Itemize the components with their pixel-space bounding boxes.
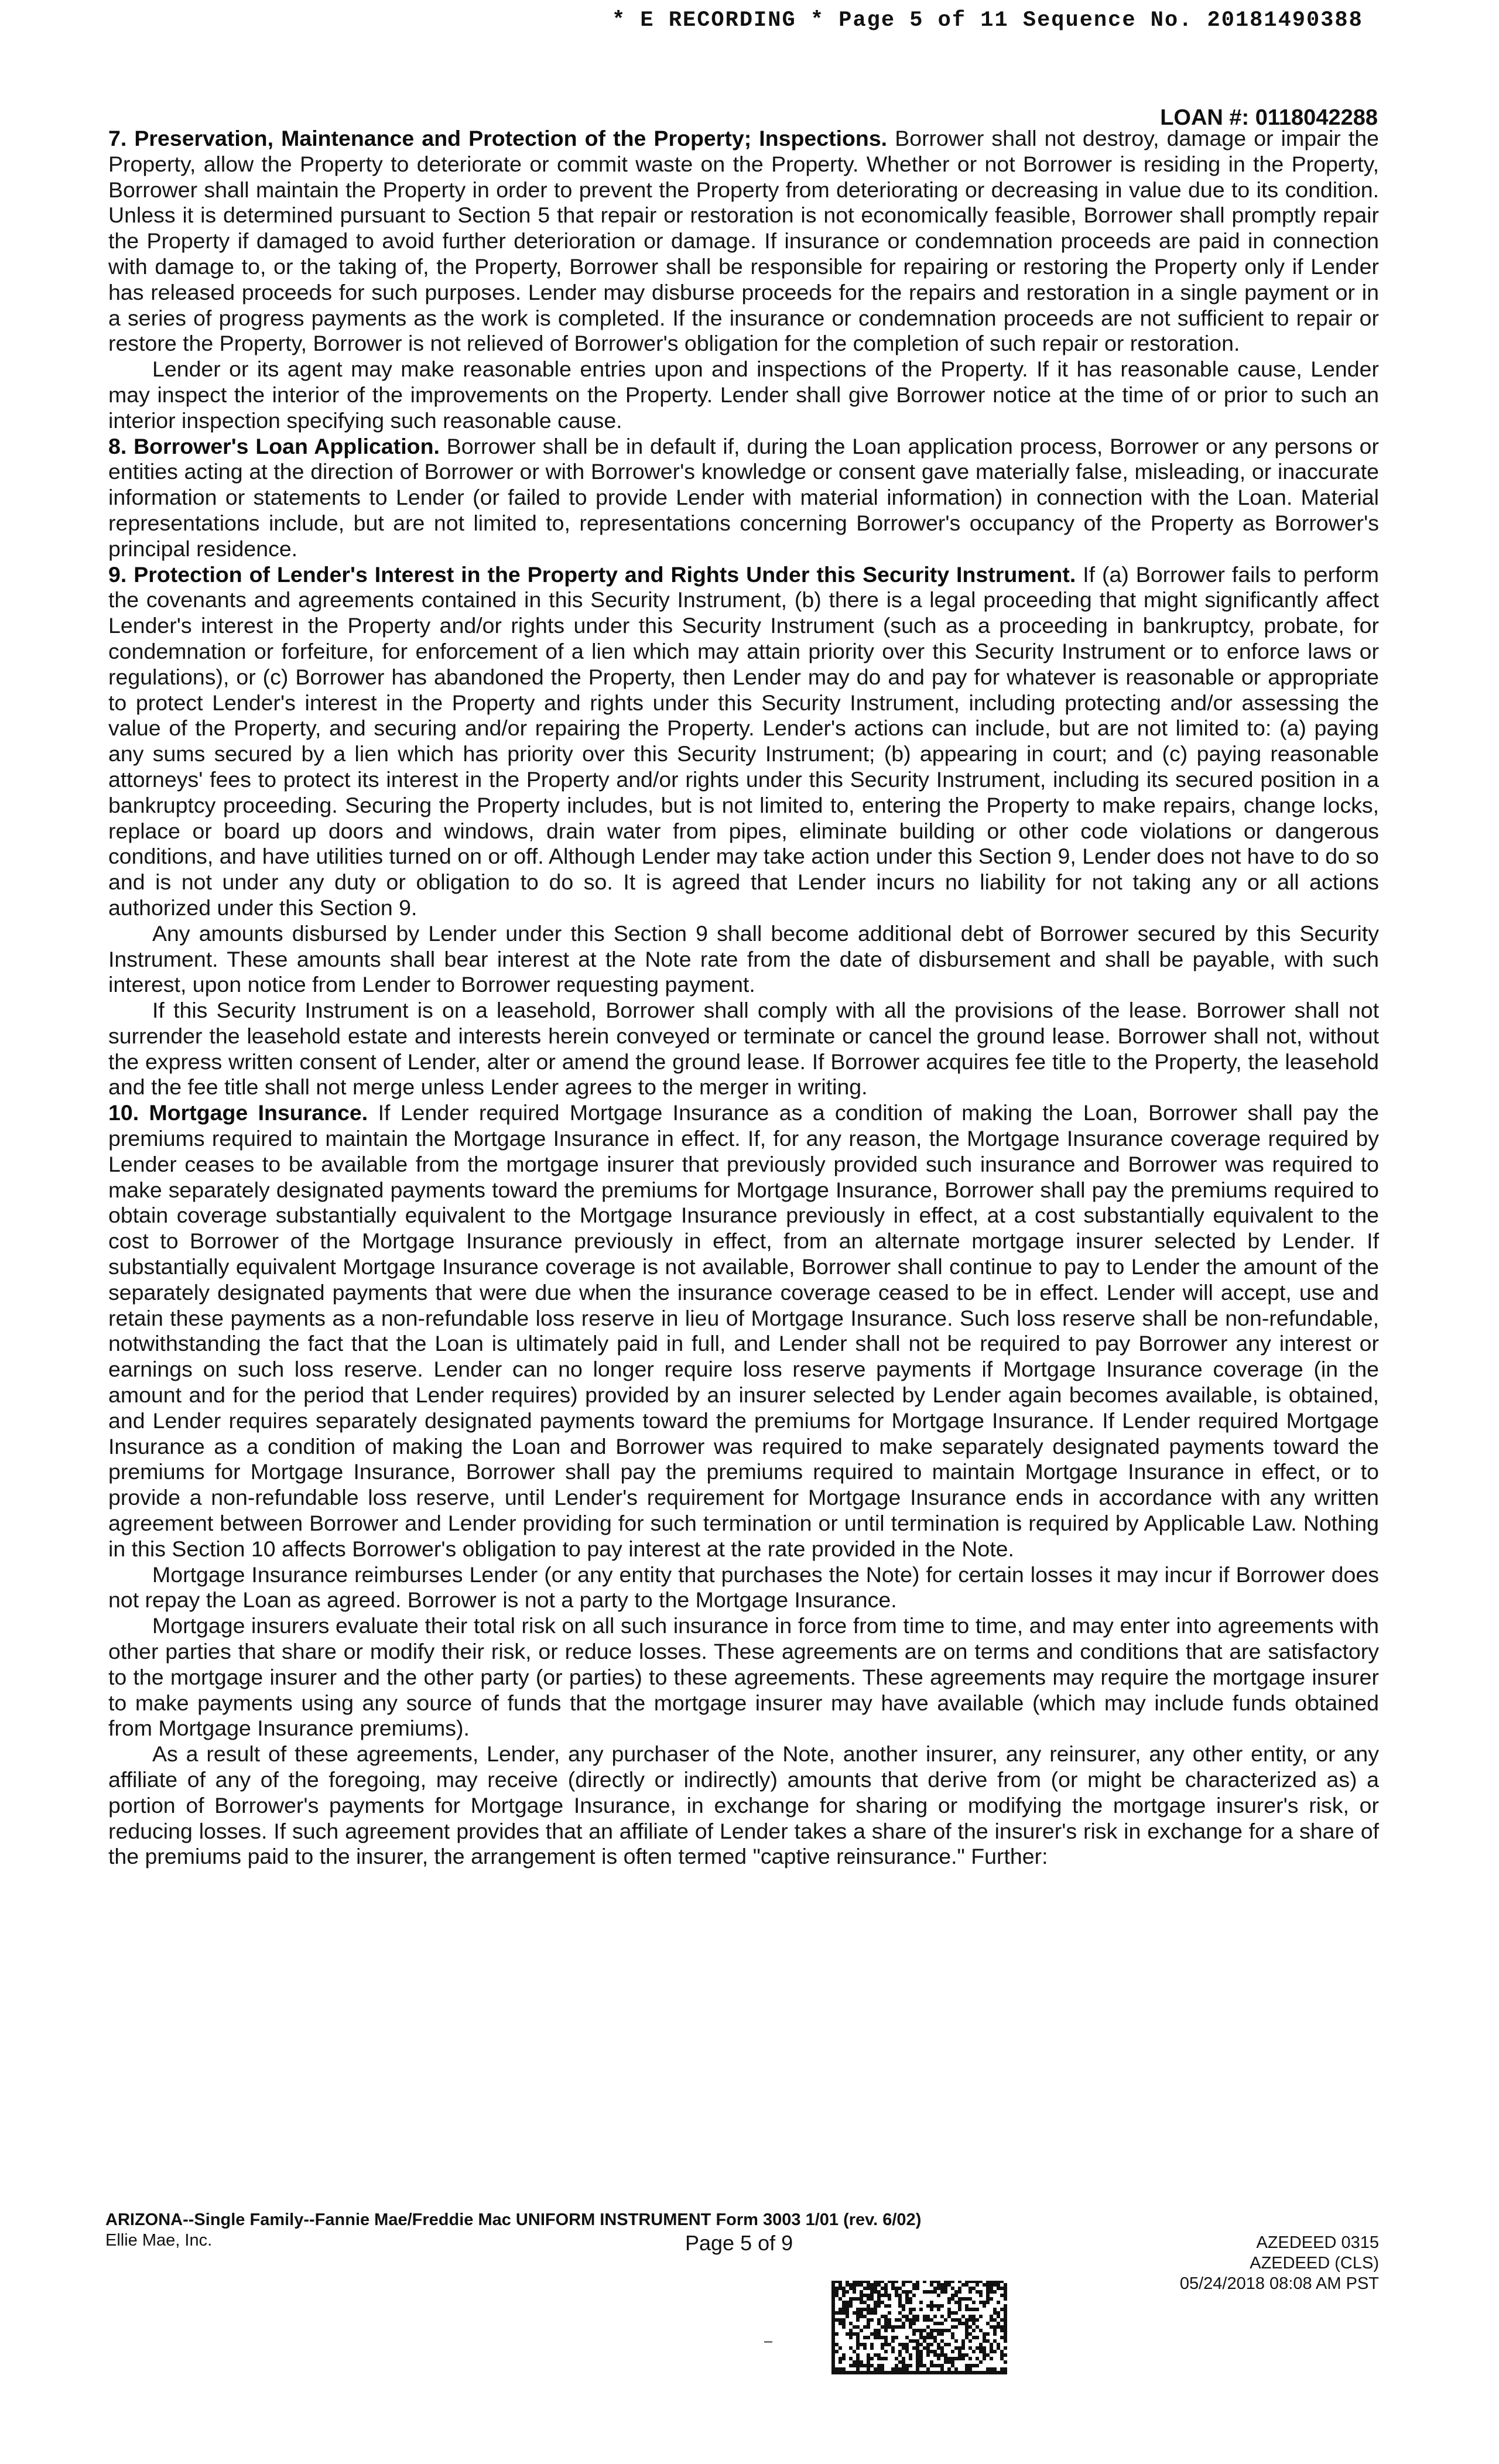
section-7-heading: 7. Preservation, Maintenance and Protection of the Property; Inspections.: [108, 126, 888, 150]
section-10-risk-paragraph: Mortgage insurers evaluate their total risk on all such insurance in force from time to time, and may enter into agreements with other parties that share or modify their risk, or reduce losses. These agreements are on terms and conditions that are satisfactory to the mortgage insurer and the other party (or parties) to these agreements. These agreements may require the mortgage insurer to make payments using any source of funds that the mortgage insurer may have available (which may include funds obtained from Mortgage Insurance premiums).: [108, 1613, 1379, 1741]
footer-codes: [1180, 2233, 1379, 2294]
footer-code-1: AZEDEED 0315: [1256, 2233, 1379, 2252]
footer-form-line: ARIZONA--Single Family--Fannie Mae/Freddie Mac UNIFORM INSTRUMENT Form 3003 1/01 (rev. 6/02): [105, 2210, 922, 2229]
section-10-text: If Lender required Mortgage Insurance as a condition of making the Loan, Borrower shall pay the premiums required to maintain the Mortgage Insurance in effect. If, for any reason, the Mortgage Insurance coverage required by Lender ceases to be available from the mortgage insurer that previously provided such insurance and Borrower was required to make separately designated payments toward the premiums for Mortgage Insurance, Borrower shall pay the premiums required to obtain coverage substantially equivalent to the Mortgage Insurance previously in effect, at a cost substantially equivalent to the cost to Borrower of the Mortgage Insurance previously in effect, from an alternate mortgage insurer selected by Lender. If substantially equivalent Mortgage Insurance coverage is not available, Borrower shall continue to pay to Lender the amount of the separately designated payments that were due when the insurance coverage ceased to be in effect. Lender will accept, use and retain these payments as a non-refundable loss reserve in lieu of Mortgage Insurance. Such loss reserve shall be non-refundable, notwithstanding the fact that the Loan is ultimately paid in full, and Lender shall not be required to pay Borrower any interest or earnings on such loss reserve. Lender can no longer require loss reserve payments if Mortgage Insurance coverage (in the amount and for the period that Lender requires) provided by an insurer selected by Lender again becomes available, is obtained, and Lender requires separately designated payments toward the premiums for Mortgage Insurance. If Lender required Mortgage Insurance as a condition of making the Loan and Borrower was required to make separately designated payments toward the premiums for Mortgage Insurance, Borrower shall pay the premiums required to maintain Mortgage Insurance in effect, or to provide a non-refundable loss reserve, until Lender's requirement for Mortgage Insurance ends in accordance with any written agreement between Borrower and Lender providing for such termination or until termination is required by Applicable Law. Nothing in this Section 10 affects Borrower's obligation to pay interest at the rate provided in the Note.: [108, 1100, 1379, 1561]
section-10-paragraph: [108, 1100, 1379, 1562]
section-10-agreements-paragraph: As a result of these agreements, Lender, any purchaser of the Note, another insurer, any reinsurer, any other entity, or any affiliate of any of the foregoing, may receive (directly or indirectly) amounts that derive from (or might be characterized as) a portion of Borrower's payments for Mortgage Insurance, in exchange for sharing or modifying the mortgage insurer's risk, or reducing losses. If such agreement provides that an affiliate of Lender takes a share of the insurer's risk in exchange for a share of the premiums paid to the insurer, the arrangement is often termed "captive reinsurance." Further:: [108, 1741, 1379, 1869]
section-9-paragraph: [108, 562, 1379, 921]
footer-timestamp: 05/24/2018 08:08 AM PST: [1179, 2274, 1379, 2293]
section-7-inspections-paragraph: Lender or its agent may make reasonable entries upon and inspections of the Property. If it has reasonable cause, Lender may inspect the interior of the improvements on the Property. Lender shall give Borrower notice at the time of or prior to such an interior inspection specifying such reasonable cause.: [108, 357, 1379, 433]
section-7-text: Borrower shall not destroy, damage or impair the Property, allow the Property to deteriorate or commit waste on the Property. Whether or not Borrower is residing in the Property, Borrower shall maintain the Property in order to prevent the Property from deteriorating or decreasing in value due to its condition. Unless it is determined pursuant to Section 5 that repair or restoration is not economically feasible, Borrower shall promptly repair the Property if damaged to avoid further deterioration or damage. If insurance or condemnation proceeds are paid in connection with damage to, or the taking of, the Property, Borrower shall be responsible for repairing or restoring the Property only if Lender has released proceeds for such purposes. Lender may disburse proceeds for the repairs and restoration in a single payment or in a series of progress payments as the work is completed. If the insurance or condemnation proceeds are not sufficient to repair or restore the Property, Borrower is not relieved of Borrower's obligation for the completion of such repair or restoration.: [108, 126, 1379, 356]
footer-vendor: Ellie Mae, Inc.: [105, 2231, 213, 2250]
recording-header: * E RECORDING * Page 5 of 11 Sequence No. 20181490388: [612, 8, 1363, 33]
document-body: [108, 126, 1379, 1870]
scan-speck: [764, 2341, 772, 2343]
section-8-paragraph: [108, 434, 1379, 562]
section-9-heading: 9. Protection of Lender's Interest in the Property and Rights Under this Security Instrument.: [108, 562, 1076, 587]
footer-code-2: AZEDEED (CLS): [1250, 2254, 1379, 2273]
barcode-icon: [831, 2281, 1007, 2374]
section-7-paragraph: [108, 126, 1379, 357]
section-9-text: If (a) Borrower fails to perform the covenants and agreements contained in this Security Instrument, (b) there is a legal proceeding that might significantly affect Lender's interest in the Property and/or rights under this Security Instrument (such as a proceeding in bankruptcy, probate, for condemnation or forfeiture, for enforcement of a lien which may attain priority over this Security Instrument or to enforce laws or regulations), or (c) Borrower has abandoned the Property, then Lender may do and pay for whatever is reasonable or appropriate to protect Lender's interest in the Property and rights under this Security Instrument, including protecting and/or assessing the value of the Property, and securing and/or repairing the Property. Lender's actions can include, but are not limited to: (a) paying any sums secured by a lien which has priority over this Security Instrument; (b) appearing in court; and (c) paying reasonable attorneys' fees to protect its interest in the Property and/or rights under this Security Instrument, including its secured position in a bankruptcy proceeding. Securing the Property includes, but is not limited to, entering the Property to make repairs, change locks, replace or board up doors and windows, drain water from pipes, eliminate building or other code violations or dangerous conditions, and have utilities turned on or off. Although Lender may take action under this Section 9, Lender does not have to do so and is not under any duty or obligation to do so. It is agreed that Lender incurs no liability for not taking any or all actions authorized under this Section 9.: [108, 562, 1379, 920]
footer-page-number: Page 5 of 9: [685, 2231, 793, 2255]
section-10-heading: 10. Mortgage Insurance.: [108, 1100, 368, 1125]
section-10-reimbursement-paragraph: Mortgage Insurance reimburses Lender (or any entity that purchases the Note) for certain losses it may incur if Borrower does not repay the Loan as agreed. Borrower is not a party to the Mortgage Insurance.: [108, 1562, 1379, 1613]
section-9-leasehold-paragraph: If this Security Instrument is on a leasehold, Borrower shall comply with all the provisions of the lease. Borrower shall not surrender the leasehold estate and interests herein conveyed or terminate or cancel the ground lease. Borrower shall not, without the express written consent of Lender, alter or amend the ground lease. If Borrower acquires fee title to the Property, the leasehold and the fee title shall not merge unless Lender agrees to the merger in writing.: [108, 998, 1379, 1100]
section-8-heading: 8. Borrower's Loan Application.: [108, 433, 440, 458]
section-9-disbursement-paragraph: Any amounts disbursed by Lender under this Section 9 shall become additional debt of Borrower secured by this Security Instrument. These amounts shall bear interest at the Note rate from the date of disbursement and shall be payable, with such interest, upon notice from Lender to Borrower requesting payment.: [108, 920, 1379, 997]
loan-number: LOAN #: 0118042288: [1160, 105, 1378, 130]
section-8-text: Borrower shall be in default if, during the Loan application process, Borrower or any persons or entities acting at the direction of Borrower or with Borrower's knowledge or consent gave materially false, misleading, or inaccurate information or statements to Lender (or failed to provide Lender with material information) in connection with the Loan. Material representations include, but are not limited to, representations concerning Borrower's occupancy of the Property as Borrower's principal residence.: [108, 433, 1379, 561]
